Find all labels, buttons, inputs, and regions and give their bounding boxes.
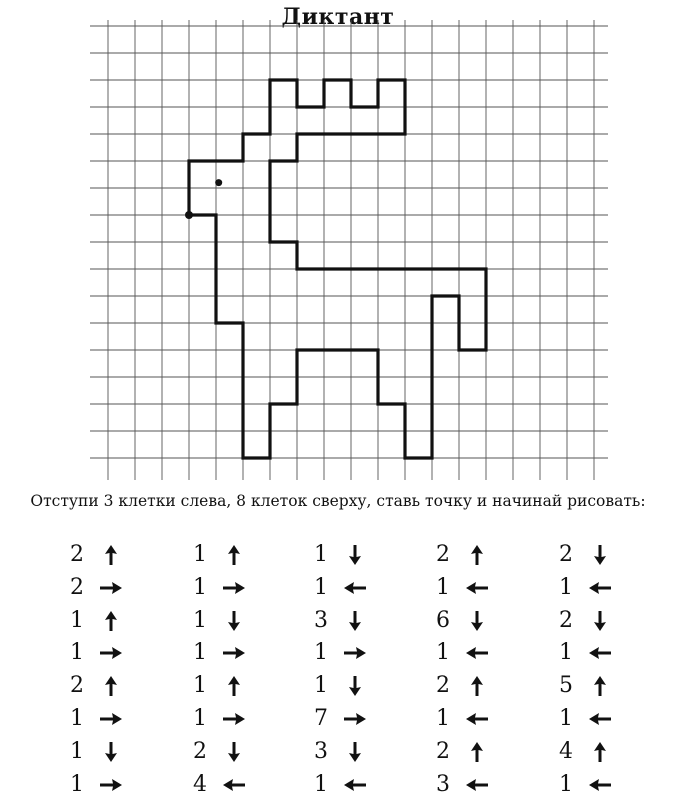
dictation-step [193, 704, 249, 734]
step-count: 5 [559, 673, 573, 699]
step-count: 2 [70, 673, 84, 699]
arrow-left-icon [462, 712, 492, 726]
dictation-step [436, 737, 492, 767]
dictation-step [314, 671, 370, 701]
dictation-step [70, 770, 126, 800]
dictation-step [193, 638, 249, 668]
step-count: 2 [436, 738, 450, 764]
dictation-step [70, 606, 126, 636]
arrow-right-icon [96, 581, 126, 595]
dictation-step [436, 770, 492, 800]
instruction-text: Отступи 3 клетки слева, 8 клеток сверху, ставь точку и начинай рисовать: [30, 492, 646, 510]
arrow-down-icon [340, 544, 370, 566]
step-count: 1 [70, 607, 84, 633]
dictation-step [193, 540, 249, 570]
arrow-down-icon [219, 610, 249, 632]
step-count: 1 [436, 574, 450, 600]
arrow-right-icon [219, 712, 249, 726]
arrow-up-icon [585, 675, 615, 697]
dictation-step [559, 540, 615, 570]
dictation-step [559, 606, 615, 636]
arrow-left-icon [219, 778, 249, 792]
step-count: 1 [70, 706, 84, 731]
arrow-down-icon [219, 741, 249, 763]
arrow-down-icon [462, 610, 492, 632]
dictation-step [70, 540, 126, 570]
dictation-step [436, 704, 492, 734]
dictation-step [559, 704, 615, 734]
step-count: 2 [436, 673, 450, 699]
step-count: 3 [314, 738, 328, 764]
arrow-left-icon [462, 646, 492, 660]
start-point-dot [185, 211, 193, 219]
step-count: 1 [314, 542, 328, 567]
dictation-step [436, 638, 492, 668]
step-count: 1 [193, 673, 207, 699]
dictation-step [314, 737, 370, 767]
dictation-step [70, 704, 126, 734]
step-count: 1 [193, 542, 207, 567]
dictation-step [193, 770, 249, 800]
step-count: 2 [559, 607, 573, 633]
arrow-right-icon [96, 712, 126, 726]
arrow-up-icon [96, 544, 126, 566]
page-title: Диктант [281, 4, 395, 30]
step-count: 2 [193, 738, 207, 764]
arrow-up-icon [585, 741, 615, 763]
step-count: 1 [314, 574, 328, 600]
arrow-right-icon [219, 646, 249, 660]
dictation-step [436, 540, 492, 570]
step-count: 1 [559, 574, 573, 600]
step-count: 1 [193, 607, 207, 633]
step-count: 1 [193, 706, 207, 731]
dictation-step [193, 606, 249, 636]
step-count: 1 [559, 640, 573, 666]
dictation-step [314, 704, 370, 734]
step-count: 1 [314, 771, 328, 797]
dictation-step [436, 671, 492, 701]
step-count: 1 [559, 706, 573, 731]
dictation-step [436, 606, 492, 636]
arrow-right-icon [340, 646, 370, 660]
arrow-left-icon [462, 778, 492, 792]
step-count: 2 [559, 542, 573, 567]
arrow-right-icon [340, 712, 370, 726]
arrow-left-icon [340, 581, 370, 595]
dictation-step [193, 671, 249, 701]
dictation-step [314, 606, 370, 636]
arrow-right-icon [219, 581, 249, 595]
step-count: 1 [193, 640, 207, 666]
step-count: 1 [70, 640, 84, 666]
arrow-up-icon [96, 675, 126, 697]
arrow-up-icon [462, 544, 492, 566]
eye-dot [215, 179, 222, 186]
dictation-step [559, 770, 615, 800]
arrow-down-icon [340, 741, 370, 763]
dictation-step [559, 573, 615, 603]
arrow-up-icon [219, 544, 249, 566]
arrow-right-icon [96, 778, 126, 792]
arrow-down-icon [585, 610, 615, 632]
dictation-step [436, 573, 492, 603]
step-count: 1 [193, 574, 207, 600]
dictation-step [70, 737, 126, 767]
step-count: 1 [559, 771, 573, 797]
arrow-left-icon [585, 646, 615, 660]
arrow-down-icon [96, 741, 126, 763]
arrow-left-icon [462, 581, 492, 595]
step-count: 3 [314, 607, 328, 633]
dictation-step [70, 671, 126, 701]
dictation-step [314, 573, 370, 603]
dictation-step [314, 770, 370, 800]
step-count: 7 [314, 706, 328, 731]
arrow-left-icon [585, 778, 615, 792]
arrow-down-icon [340, 675, 370, 697]
dictation-step [193, 573, 249, 603]
arrow-right-icon [96, 646, 126, 660]
arrow-up-icon [462, 741, 492, 763]
step-count: 3 [436, 771, 450, 797]
arrow-up-icon [96, 610, 126, 632]
step-count: 1 [436, 640, 450, 666]
arrow-up-icon [219, 675, 249, 697]
dictation-step [193, 737, 249, 767]
dictation-step [70, 573, 126, 603]
dictation-step [70, 638, 126, 668]
step-count: 2 [70, 542, 84, 567]
step-count: 1 [70, 771, 84, 797]
step-count: 6 [436, 607, 450, 633]
arrow-left-icon [585, 712, 615, 726]
arrow-left-icon [340, 778, 370, 792]
step-count: 4 [559, 738, 573, 764]
step-count: 2 [70, 574, 84, 600]
dictation-step [559, 638, 615, 668]
step-count: 2 [436, 542, 450, 567]
dictation-step [314, 638, 370, 668]
step-count: 1 [314, 673, 328, 699]
step-count: 1 [436, 706, 450, 731]
dictation-step [559, 737, 615, 767]
dictation-step [559, 671, 615, 701]
arrow-up-icon [462, 675, 492, 697]
arrow-down-icon [585, 544, 615, 566]
step-count: 1 [314, 640, 328, 666]
arrow-left-icon [585, 581, 615, 595]
arrow-down-icon [340, 610, 370, 632]
grid-lines [90, 20, 608, 480]
dictation-step [314, 540, 370, 570]
step-count: 1 [70, 738, 84, 764]
step-count: 4 [193, 771, 207, 797]
